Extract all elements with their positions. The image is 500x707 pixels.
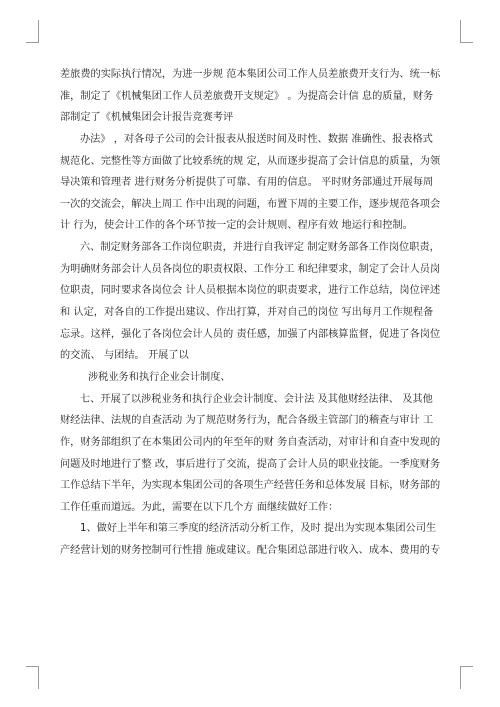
text-line: 财经法律、法规的自查活动 为了规范财务行为，配合各级主管部门的稽查与审计 工: [60, 415, 434, 427]
text-line: 产经营计划的财务控制可行性措 施或建议。配合集团总部进行收入、成本、费用的专: [60, 545, 441, 557]
text-line: 1、做好上半年和第三季度的经济活动分析工作，及时 提出为实现本集团公司生: [80, 523, 437, 535]
text-line: 部制定了《机械集团会计报告竞赛考评: [60, 112, 234, 124]
text-line: 工作总结下半年，为实现本集团公司的各项生产经营任务和总体发展 目标，财务部的: [60, 480, 441, 492]
text-line: 计 行为，使会计工作的各个环节按一定的会计规则、程序有效 地运行和控制。: [60, 220, 413, 232]
crop-mark-bottom-right: [460, 666, 473, 689]
text-line: 问题及时地进行了整 改，事后进行了交流，提高了会计人员的职业技能。一季度财务: [60, 458, 441, 470]
text-line: 的交流、 与团结。 开展了以: [60, 350, 189, 362]
text-line: 七、开展了以涉税业务和执行企业会计制度、会计法 及其他财经法律、 及其他: [80, 393, 433, 405]
text-line: 位职责，同时要求各岗位会 计人员根据本岗位的职责要求，进行工作总结，岗位评述: [60, 285, 441, 297]
text-line: 差旅费的实际执行情况，为进一步规 范本集团公司工作人员差旅费开支行为、统一标: [60, 69, 441, 80]
document-body: [60, 64, 448, 562]
text-line: 导决策和管理者 进行财务分析提供了可靠、有用的信息。 平时财务部通过开展每周: [60, 177, 434, 189]
crop-mark-bottom-left: [26, 666, 39, 689]
text-line: 准，制定了《机械集团工作人员差旅费开支规定》 。为提高会计信 息的质量，财务: [60, 90, 434, 102]
text-line: 规范化、完整性等方面做了比较系统的规 定，从而逐步提高了会计信息的质量，为领: [60, 155, 441, 167]
crop-mark-top-right: [460, 20, 473, 43]
text-line: 一次的交流会，解决上周工 作中出现的问题，布置下周的主要工作，逐步规范各项会: [60, 198, 441, 210]
text-line: 涉税业务和执行企业会计制度、: [88, 371, 231, 383]
text-line: 作，财务部组织了在本集团公司内的年至年的财 务自查活动，对审计和自查中发现的: [60, 436, 441, 448]
text-line: 为明确财务部会计人员各岗位的职责权限、工作分工 和纪律要求，制定了会计人员岗: [60, 263, 441, 275]
text-line: 和 认定，对各自的工作提出建议、作出打算，并对自己的岗位 写出每月工作规程备: [60, 307, 434, 319]
text-line: 六、制定财务部各工作岗位职责，并进行自我评定 制定财务部各工作岗位职责，: [80, 242, 440, 254]
text-line: 忘录。这样，强化了各岗位会计人员的 责任感，加强了内部核算监督，促进了各岗位: [60, 328, 441, 340]
text-line: 工作任重而道远。为此，需要在以下几个方 面继续做好工作：: [60, 501, 339, 513]
crop-mark-top-left: [26, 20, 39, 43]
text-line: 办法》 ，对各母子公司的会计报表从报送时间及时性、数据 准确性、报表格式: [80, 133, 433, 145]
